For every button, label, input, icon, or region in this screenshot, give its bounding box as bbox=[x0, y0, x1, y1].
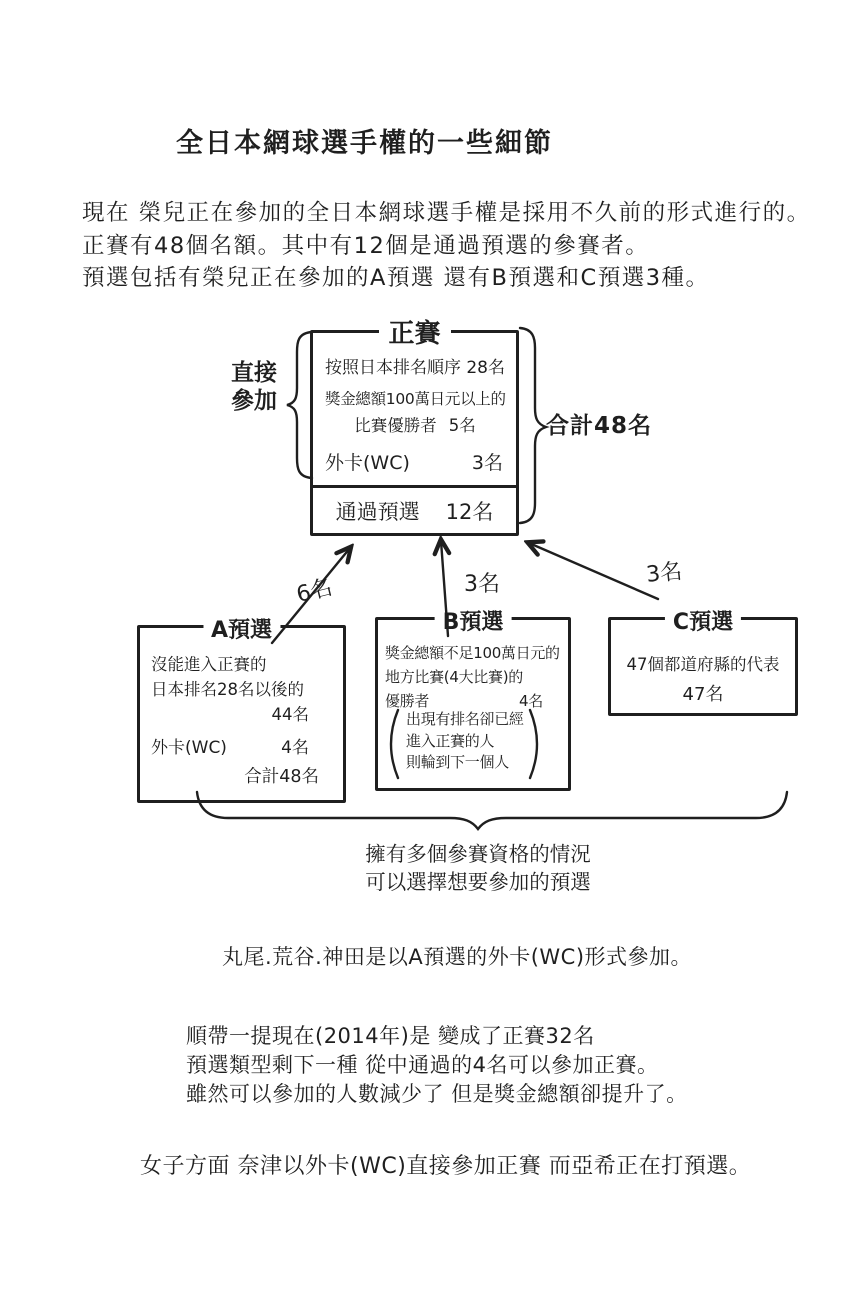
wildcard-label: 外卡(WC) bbox=[325, 452, 410, 474]
prelim-a-line2: 日本排名28名以後的 bbox=[151, 680, 304, 699]
ranking-label: 按照日本排名順序 bbox=[325, 358, 461, 378]
direct-entry-left-brace bbox=[287, 332, 312, 478]
prelim-a-box bbox=[137, 618, 346, 803]
womens-note: 女子方面 奈津以外卡(WC)直接參加正賽 而亞希正在打預選。 bbox=[140, 1154, 752, 1179]
wildcard-value: 3名 bbox=[471, 452, 503, 474]
prelim-a-wildcard-row bbox=[151, 736, 333, 761]
ranking-row bbox=[325, 353, 505, 378]
prelim-b-note bbox=[406, 709, 524, 774]
update-2014-line3: 雖然可以參加的人數減少了 但是獎金總額卻提升了。 bbox=[186, 1082, 688, 1106]
prize-row-line1: 獎金總額100萬日元以上的 bbox=[325, 390, 506, 408]
page-title: 全日本網球選手權的一些細節 bbox=[176, 128, 553, 159]
wildcard-row bbox=[325, 448, 505, 475]
prelim-b-line1: 獎金總額不足100萬日元的 bbox=[385, 644, 560, 662]
prelim-c-line1: 47個都道府縣的代表 bbox=[626, 655, 780, 674]
direct-entry-label bbox=[231, 359, 277, 415]
prelim-a-wildcard-label: 外卡(WC) bbox=[151, 738, 227, 758]
prelim-a-count: 44名 bbox=[271, 705, 309, 724]
choice-note-line1: 擁有多個參賽資格的情況 bbox=[365, 842, 591, 866]
prelim-b-winner-label: 優勝者 bbox=[385, 692, 430, 710]
intro-line-2: 正賽有48個名額。其中有12個是通過預選的參賽者。 bbox=[82, 232, 650, 259]
prelim-c-title: C預選 bbox=[665, 605, 741, 636]
prelim-b-note-line2: 進入正賽的人 bbox=[406, 731, 495, 750]
prelim-b-winner-value: 4名 bbox=[519, 692, 543, 710]
qualified-value: 12名 bbox=[445, 499, 494, 524]
prize-winner-value: 5名 bbox=[448, 416, 476, 435]
arrow-a-count-label: 6名 bbox=[293, 574, 335, 608]
prelim-b-title: B預選 bbox=[435, 605, 512, 636]
prelim-a-body bbox=[140, 628, 343, 790]
prelim-c-count: 47名 bbox=[682, 684, 724, 705]
update-2014-paragraph bbox=[186, 1022, 688, 1109]
main-draw-box-body bbox=[313, 333, 516, 475]
prelim-b-note-line3: 則輪到下一個人 bbox=[406, 753, 509, 771]
update-2014-line1: 順帶一提現在(2014年)是 變成了正賽32名 bbox=[186, 1024, 595, 1048]
arrow-c-count-label: 3名 bbox=[645, 559, 684, 588]
intro-line-3: 預選包括有榮兒正在參加的A預選 還有B預選和C預選3種。 bbox=[82, 265, 710, 291]
ranking-value: 28名 bbox=[466, 358, 505, 378]
wildcard-participants-note: 丸尾.荒谷.神田是以A預選的外卡(WC)形式參加。 bbox=[222, 945, 693, 969]
intro-line-1: 現在 榮兒正在參加的全日本網球選手權是採用不久前的形式進行的。 bbox=[82, 200, 811, 226]
prelim-b-line2: 地方比賽(4大比賽)的 bbox=[385, 668, 523, 686]
arrow-prelim-c bbox=[529, 543, 658, 599]
prelim-b-note-line1: 出現有排名卻已經 bbox=[406, 710, 524, 728]
prelim-b-box bbox=[375, 610, 571, 791]
qualified-section bbox=[313, 485, 516, 533]
qualified-label: 通過預選 bbox=[335, 499, 420, 524]
choice-note-line2: 可以選擇想要參加的預選 bbox=[365, 869, 591, 894]
prelim-a-wildcard-value: 4名 bbox=[281, 738, 309, 758]
update-2014-line2: 預選類型剩下一種 從中通過的4名可以參加正賽。 bbox=[186, 1053, 659, 1077]
choice-note bbox=[360, 841, 596, 896]
arrow-b-count-label: 3名 bbox=[464, 572, 500, 597]
prelim-a-total: 合計48名 bbox=[244, 767, 319, 787]
prelim-a-line1: 沒能進入正賽的 bbox=[151, 655, 267, 674]
prelim-a-title: A預選 bbox=[203, 613, 280, 644]
direct-entry-label-line1: 直接 bbox=[231, 360, 277, 386]
main-draw-box-title: 正賽 bbox=[378, 313, 450, 350]
total-48-label: 合計48名 bbox=[546, 413, 653, 439]
prize-row-line2 bbox=[325, 412, 505, 436]
prelim-c-box bbox=[608, 610, 798, 716]
prize-winner-label: 比賽優勝者 bbox=[354, 416, 437, 435]
intro-paragraph bbox=[82, 197, 811, 295]
main-draw-box bbox=[310, 319, 519, 536]
direct-entry-label-line2: 參加 bbox=[231, 388, 277, 414]
total-right-brace bbox=[520, 328, 546, 523]
